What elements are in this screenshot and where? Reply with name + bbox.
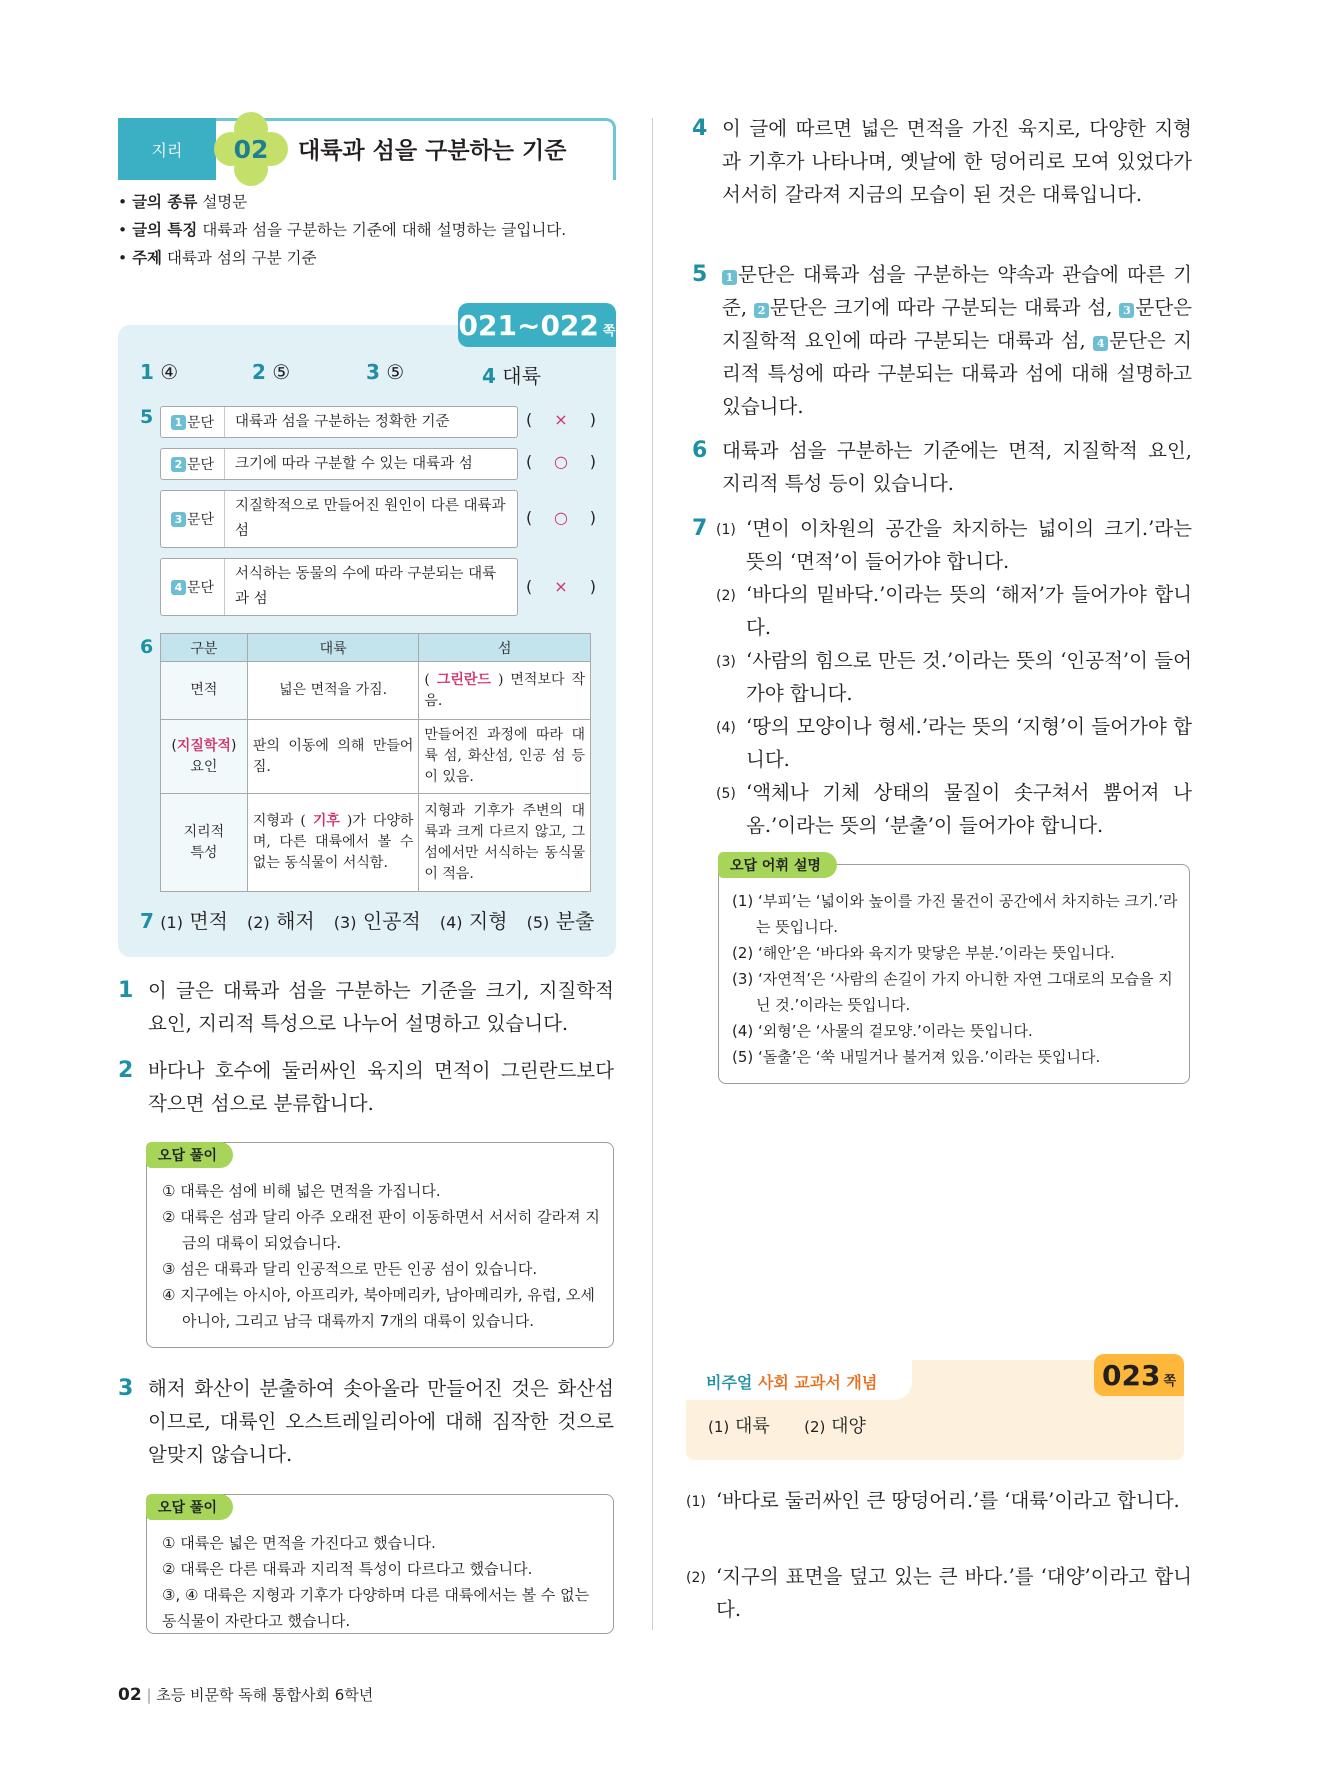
visual-page-tag: 023 쪽 xyxy=(1094,1354,1184,1396)
q5-row-text: 크기에 따라 구분할 수 있는 대륙과 섬 xyxy=(235,455,473,472)
q5-mark-2: ( ○ ) xyxy=(526,452,596,471)
explain-7-5: (5) ‘액체나 기체 상태의 물질이 솟구쳐서 뿜어져 나옴.’이라는 뜻의 ‘분출’이 들어가야 합니다. xyxy=(716,781,1192,837)
answer-q2: 2 ⑤ xyxy=(252,360,291,384)
explain-7-2: (2) ‘바다의 밑바닥.’이라는 뜻의 ‘해저’가 들어가야 합니다. xyxy=(716,583,1192,639)
paragraph-badge: 3 xyxy=(171,512,186,527)
page-footer: 02 | 초등 비문학 독해 통합사회 6학년 xyxy=(118,1685,374,1705)
paragraph-badge: 4 xyxy=(1093,336,1108,351)
q5-row-4: 4 문단 서식하는 동물의 수에 따라 구분되는 대륙과 섬 xyxy=(160,558,518,616)
vocab-tag: 오답 어휘 설명 xyxy=(718,852,837,878)
visual-explain-2: (2) ‘지구의 표면을 덮고 있는 큰 바다.’를 ‘대양’이라고 합니다. xyxy=(686,1565,1192,1621)
paragraph-badge: 3 xyxy=(1119,303,1134,318)
answer-q3: 3 ⑤ xyxy=(366,360,405,384)
explain-7-3: (3) ‘사람의 힘으로 만든 것.’이라는 뜻의 ‘인공적’이 들어가야 합니다. xyxy=(716,649,1192,705)
explain-7: 7 xyxy=(692,516,708,541)
q5-mark-3: ( ○ ) xyxy=(526,508,596,527)
q5-row-3: 3 문단 지질학적으로 만들어진 원인이 다른 대륙과 섬 xyxy=(160,490,518,548)
explain-5: 5 1 문단은 대륙과 섬을 구분하는 약속과 관습에 따른 기준, 2 문단은 크기에 따라 구분되는 대륙과 섬, 3 문단은 지질학적 요인에 따라 구분되는 대륙과 섬, 4 문단은 지리적 특성에 따라 구분되는 대륙과 섬에 대해 설명하고 있습니다. xyxy=(692,262,1193,418)
explain-1: 1 이 글은 대륙과 섬을 구분하는 기준을 크기, 지질학적 요인, 지리적 특성으로 나누어 설명하고 있습니다. xyxy=(118,978,614,1035)
answer-q4: 4 대륙 xyxy=(482,364,541,388)
explain-6: 6 대륙과 섬을 구분하는 기준에는 면적, 지질학적 요인, 지리적 특성 등이 있습니다. xyxy=(692,438,1192,495)
explain-4: 4 이 글에 따르면 넓은 면적을 가진 육지로, 다양한 지형과 기후가 나타나며, 옛날에 한 덩어리로 모여 있었다가 서서히 갈라져 지금의 모습이 된 것은 대륙입니다. xyxy=(692,116,1192,206)
paragraph-badge: 1 xyxy=(722,270,737,285)
section-title: 대륙과 섬을 구분하는 기준 xyxy=(298,138,567,164)
paragraph-badge: 4 xyxy=(171,580,186,595)
answer-q5-number: 5 xyxy=(140,406,154,428)
answer-page-tag: 021~022 쪽 xyxy=(458,303,616,347)
table-row: 지리적 특성 지형과 ( 기후 )가 다양하며, 다른 대륙에서 볼 수 없는 동식물이 서식함. 지형과 기후가 주변의 대륙과 크게 다르지 않고, 그 섬에서만 서식하는 동식물이 적음. xyxy=(161,794,591,892)
q5-mark-1: ( × ) xyxy=(526,410,596,429)
q5-row-text: 서식하는 동물의 수에 따라 구분되는 대륙과 섬 xyxy=(235,566,497,607)
meta-feature: • 글의 특징 대륙과 섬을 구분하는 기준에 대해 설명하는 글입니다. xyxy=(118,221,567,239)
section-number: 02 xyxy=(233,134,269,164)
q5-row-2: 2 문단 크기에 따라 구분할 수 있는 대륙과 섬 xyxy=(160,448,518,480)
wrong-answer-tag: 오답 풀이 xyxy=(146,1142,233,1168)
explain-7-4: (4) ‘땅의 모양이나 형세.’라는 뜻의 ‘지형’이 들어가야 합니다. xyxy=(716,715,1192,771)
meta-type: • 글의 종류 설명문 xyxy=(118,193,248,211)
visual-answers: (1) 대륙 (2) 대양 xyxy=(708,1416,866,1437)
visual-explain-1: (1) ‘바다로 둘러싸인 큰 땅덩어리.’를 ‘대륙’이라고 합니다. xyxy=(686,1489,1180,1512)
q6-table xyxy=(160,633,591,892)
q5-row-text: 대륙과 섬을 구분하는 정확한 기준 xyxy=(235,413,450,430)
wrong-answer-lines: ① 대륙은 섬에 비해 넓은 면적을 가집니다. ② 대륙은 섬과 달리 아주 오래전 판이 이동하면서 서서히 갈라져 지금의 대륙이 되었습니다. ③ 섬은 대륙과 달리 인공적으로 만든 인공 섬이 있습니다. ④ 지구에는 아시아, 아프리카, 북아메리카, 남아메리카, 유럽, 오세아니아, 그리고 남극 대륙까지 7개의 대륙이 있습니다. xyxy=(162,1182,600,1330)
table-row: (지질학적) 요인 판의 이동에 의해 만들어짐. 만들어진 과정에 따라 대륙 섬, 화산섬, 인공 섬 등이 있음. xyxy=(161,720,591,794)
paragraph-badge: 1 xyxy=(171,415,186,430)
q5-mark-4: ( × ) xyxy=(526,577,596,596)
subject-tag: 지리 xyxy=(118,118,216,180)
section-header xyxy=(118,118,616,180)
explain-2: 2 바다나 호수에 둘러싸인 육지의 면적이 그린란드보다 작으면 섬으로 분류합니다. xyxy=(118,1058,614,1115)
meta-theme: • 주제 대륙과 섬의 구분 기준 xyxy=(118,249,317,267)
table-header-row: 구분 대륙 섬 xyxy=(161,634,591,662)
paragraph-badge: 2 xyxy=(754,303,769,318)
paragraph-badge: 2 xyxy=(171,457,186,472)
answer-q6-number: 6 xyxy=(140,636,154,658)
q5-row-1: 1 문단 대륙과 섬을 구분하는 정확한 기준 xyxy=(160,406,518,438)
wrong-answer-lines: ① 대륙은 넓은 면적을 가진다고 했습니다. ② 대륙은 다른 대륙과 지리적 특성이 다르다고 했습니다. ③, ④ 대륙은 지형과 기후가 다양하며 다른 대륙에서는 볼 수 없는 동식물이 자란다고 했습니다. xyxy=(162,1534,590,1630)
table-row: 면적 넓은 면적을 가짐. ( 그린란드 ) 면적보다 작음. xyxy=(161,662,591,720)
vocab-lines: (1) ‘부피’는 ‘넓이와 높이를 가진 물건이 공간에서 차지하는 크기.’라는 뜻입니다. (2) ‘해안’은 ‘바다와 육지가 맞닿은 부분.’이라는 뜻입니다. (3) ‘자연적’은 ‘사람의 손길이 가지 아니한 자연 그대로의 모습을 지닌 것.’이라는 뜻입니다. (4) ‘외형’은 ‘사물의 겉모양.’이라는 뜻입니다. (5) ‘돌출’은 ‘쑥 내밀거나 불거져 있음.’이라는 뜻입니다. xyxy=(732,892,1178,1066)
explain-7-1: (1) ‘면이 이차원의 공간을 차지하는 넓이의 크기.’라는 뜻의 ‘면적’이 들어가야 합니다. xyxy=(716,517,1192,573)
explain-3: 3 해저 화산이 분출하여 솟아올라 만들어진 것은 화산섬이므로, 대륙인 오스트레일리아에 대해 짐작한 것으로 알맞지 않습니다. xyxy=(118,1376,614,1466)
answer-q1: 1 ④ xyxy=(140,360,179,384)
q5-row-text: 지질학적으로 만들어진 원인이 다른 대륙과 섬 xyxy=(235,498,506,539)
answer-q7: 7 (1) 면적 (2) 해저 (3) 인공적 (4) 지형 (5) 분출 xyxy=(140,909,595,933)
visual-title: 비주얼 사회 교과서 개념 xyxy=(706,1373,878,1392)
column-divider xyxy=(652,118,653,1630)
wrong-answer-tag: 오답 풀이 xyxy=(146,1494,233,1520)
